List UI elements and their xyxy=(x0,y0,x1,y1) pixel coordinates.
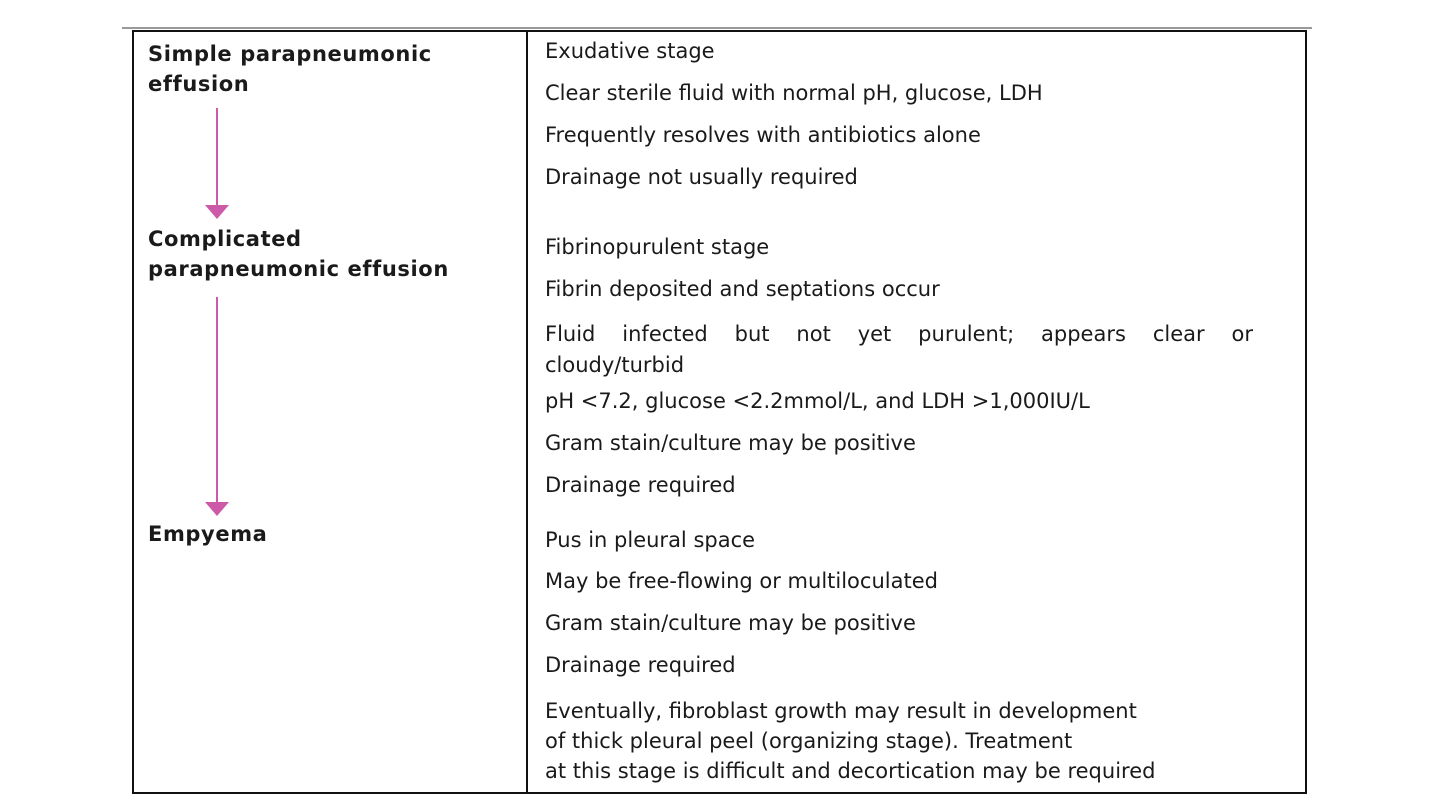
stage-characteristic: Gram stain/culture may be positive xyxy=(545,611,916,635)
stage-name-line: Simple parapneumonic xyxy=(148,42,432,66)
stage-characteristic: pH <7.2, glucose <2.2mmol/L, and LDH >1,000IU/L xyxy=(545,389,1090,413)
stage-name-empyema xyxy=(148,519,267,549)
progression-arrow-shaft xyxy=(216,297,218,503)
stage-name-complicated-parapneumonic-effusion xyxy=(148,224,449,284)
stage-characteristic: Fluid infected but not yet purulent; appears clear or cloudy/turbid xyxy=(545,322,1253,377)
stage-characteristic: Frequently resolves with antibiotics alone xyxy=(545,123,981,147)
stage-name-line: Empyema xyxy=(148,522,268,546)
stage-name-line: parapneumonic effusion xyxy=(148,257,449,281)
stage-characteristic: Drainage required xyxy=(545,653,736,677)
stage-characteristic-line: at this stage is difficult and decortication may be required xyxy=(545,759,1156,783)
stage-characteristic: Fibrinopurulent stage xyxy=(545,235,770,259)
progression-arrow-head xyxy=(205,502,229,516)
stage-characteristic: Fibrin deposited and septations occur xyxy=(545,277,940,301)
progression-arrow-head xyxy=(205,205,229,219)
stage-characteristic: Exudative stage xyxy=(545,39,715,63)
stage-characteristic-line: Eventually, fibroblast growth may result in development xyxy=(545,699,1137,723)
stage-characteristic: Pus in pleural space xyxy=(545,528,756,552)
stage-characteristic: Drainage required xyxy=(545,473,736,497)
stage-characteristic: Clear sterile fluid with normal pH, glucose, LDH xyxy=(545,81,1043,105)
column-divider xyxy=(526,30,528,794)
stage-name-line: Complicated xyxy=(148,227,302,251)
stage-characteristic-organizing xyxy=(545,696,1290,786)
top-rule xyxy=(122,27,1312,29)
stage-characteristic: May be free-flowing or multiloculated xyxy=(545,569,938,593)
stage-name-line: effusion xyxy=(148,72,250,96)
stage-characteristic-line: of thick pleural peel (organizing stage). Treatment xyxy=(545,729,1073,753)
stage-characteristic: Gram stain/culture may be positive xyxy=(545,431,916,455)
stage-name-simple-parapneumonic-effusion xyxy=(148,39,432,99)
progression-arrow-shaft xyxy=(216,108,218,206)
stage-characteristic: Drainage not usually required xyxy=(545,165,858,189)
